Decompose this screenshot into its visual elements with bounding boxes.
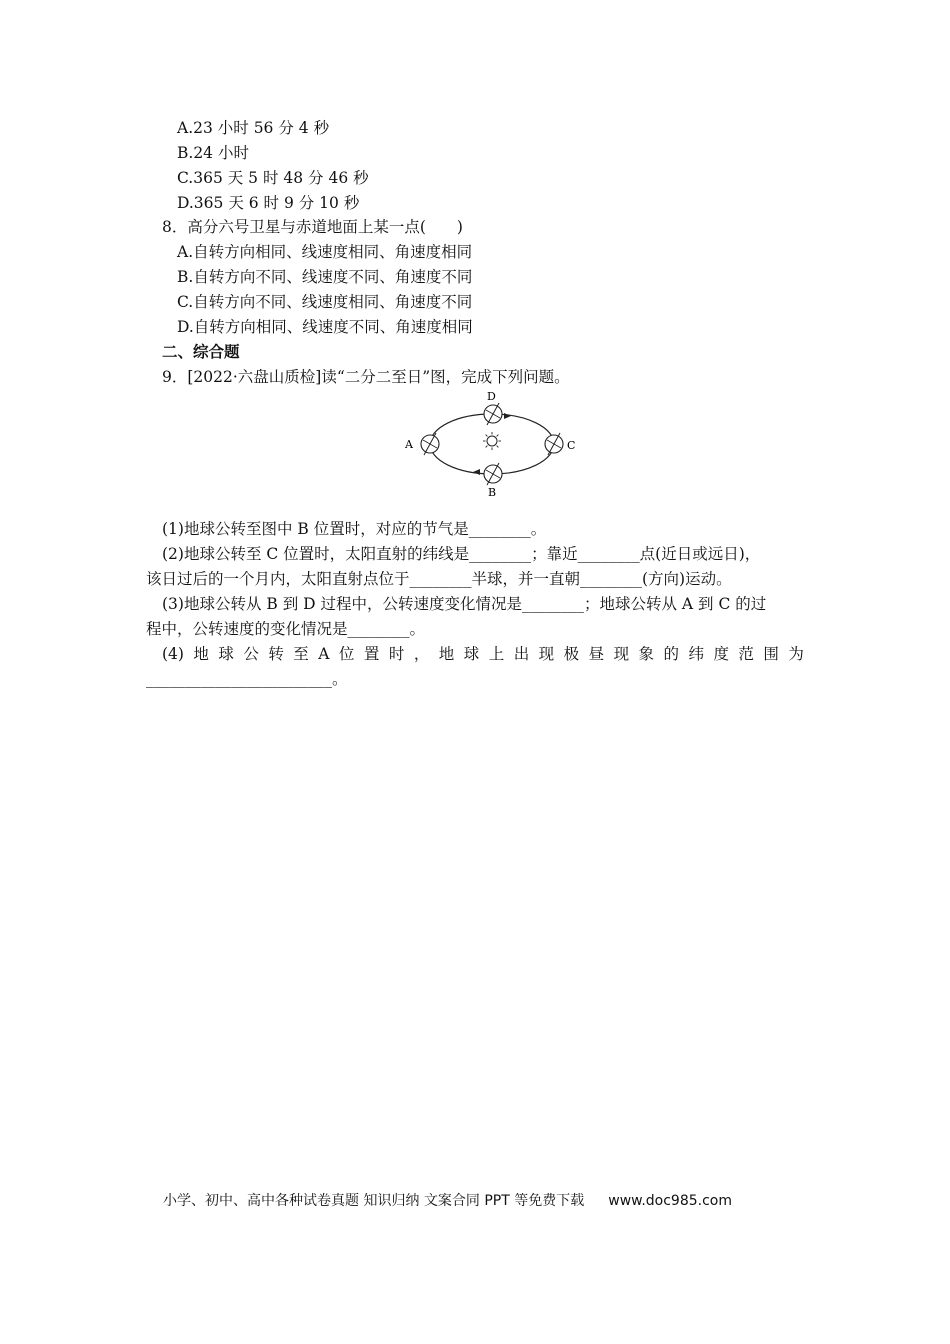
q9-part4-word: 现 — [613, 645, 630, 663]
q9-part4-word: 度 — [713, 645, 729, 663]
q9-stem: 9．[2022·六盘山质检]读“二分二至日”图，完成下列问题。 — [162, 368, 570, 386]
earth-d — [484, 403, 502, 425]
q9-part4-word: 的 — [663, 645, 680, 663]
q9-part4-word: 地 — [438, 645, 455, 663]
q9-part4-word: 范 — [738, 645, 754, 663]
q7-option-c: C.365 天 5 时 48 分 46 秒 — [177, 169, 369, 187]
q9-part2-line2: 该日过后的一个月内，太阳直射点位于________半球，并一直朝________(方向)运动。 — [146, 570, 732, 588]
q9-part4-word: 球 — [463, 645, 480, 663]
q7-option-a: A.23 小时 56 分 4 秒 — [177, 119, 330, 137]
q9-part4-word: 球 — [218, 645, 234, 663]
q9-part4-word: 至 — [293, 645, 309, 663]
footer-text: 小学、初中、高中各种试卷真题 知识归纳 文案合同 PPT 等免费下载 — [163, 1193, 585, 1209]
label-d: D — [487, 390, 496, 403]
q9-part4-word: ， — [413, 645, 430, 663]
label-b: B — [488, 486, 497, 499]
label-c: C — [567, 439, 576, 452]
q9-part3-line2: 程中，公转速度的变化情况是________。 — [146, 620, 426, 638]
q9-part4-word: (4) — [162, 645, 184, 663]
orbit-arrow-top — [504, 413, 511, 419]
q8-option-a: A.自转方向相同、线速度相同、角速度相同 — [177, 243, 473, 261]
orbit-arrow-bottom — [473, 469, 480, 475]
sun-icon — [483, 432, 501, 450]
q8-stem: 8．高分六号卫星与赤道地面上某一点( ) — [162, 218, 463, 236]
q9-part4-word: 为 — [788, 645, 804, 663]
q9-part4-word: 时 — [388, 645, 405, 663]
earth-a — [421, 433, 439, 455]
q9-part4-word: 出 — [513, 645, 530, 663]
q9-part4-word: 极 — [563, 645, 580, 663]
q9-part4-word: 置 — [363, 645, 380, 663]
q9-part4-word: 现 — [538, 645, 555, 663]
section-title: 二、综合题 — [162, 343, 240, 361]
q9-part4-word: 公 — [243, 645, 259, 663]
q7-option-d: D.365 天 6 时 9 分 10 秒 — [177, 194, 360, 212]
q9-part1: (1)地球公转至图中 B 位置时，对应的节气是________。 — [162, 520, 547, 538]
q9-part3-line1: (3)地球公转从 B 到 D 过程中，公转速度变化情况是________；地球公转从 A 到 C 的过 — [162, 595, 767, 613]
orbit-diagram — [400, 388, 590, 500]
q9-part4-word: 昼 — [588, 645, 605, 663]
q9-part4-word: 上 — [488, 645, 505, 663]
page-footer — [163, 1190, 732, 1210]
q8-option-b: B.自转方向不同、线速度不同、角速度不同 — [177, 268, 473, 286]
q9-part4-word: 地 — [193, 645, 209, 663]
q8-option-c: C.自转方向不同、线速度相同、角速度不同 — [177, 293, 473, 311]
q9-part4-word: 纬 — [688, 645, 704, 663]
earth-c — [545, 433, 563, 455]
q9-part2-line1: (2)地球公转至 C 位置时，太阳直射的纬线是________；靠近________点(近日或远日)， — [162, 545, 761, 563]
q9-part4-line2: ________________________。 — [146, 670, 348, 688]
q9-part4-line1 — [162, 644, 804, 664]
footer-url[interactable]: www.doc985.com — [608, 1193, 732, 1209]
q9-part4-word: 围 — [763, 645, 779, 663]
q9-part4-word: 位 — [338, 645, 355, 663]
q9-part4-word: 转 — [268, 645, 284, 663]
earth-b — [484, 463, 502, 485]
label-a: A — [405, 438, 413, 451]
q8-option-d: D.自转方向相同、线速度不同、角速度相同 — [177, 318, 473, 336]
q9-part4-word: A — [318, 645, 330, 663]
q7-option-b: B.24 小时 — [177, 144, 249, 162]
q9-part4-word: 象 — [638, 645, 655, 663]
